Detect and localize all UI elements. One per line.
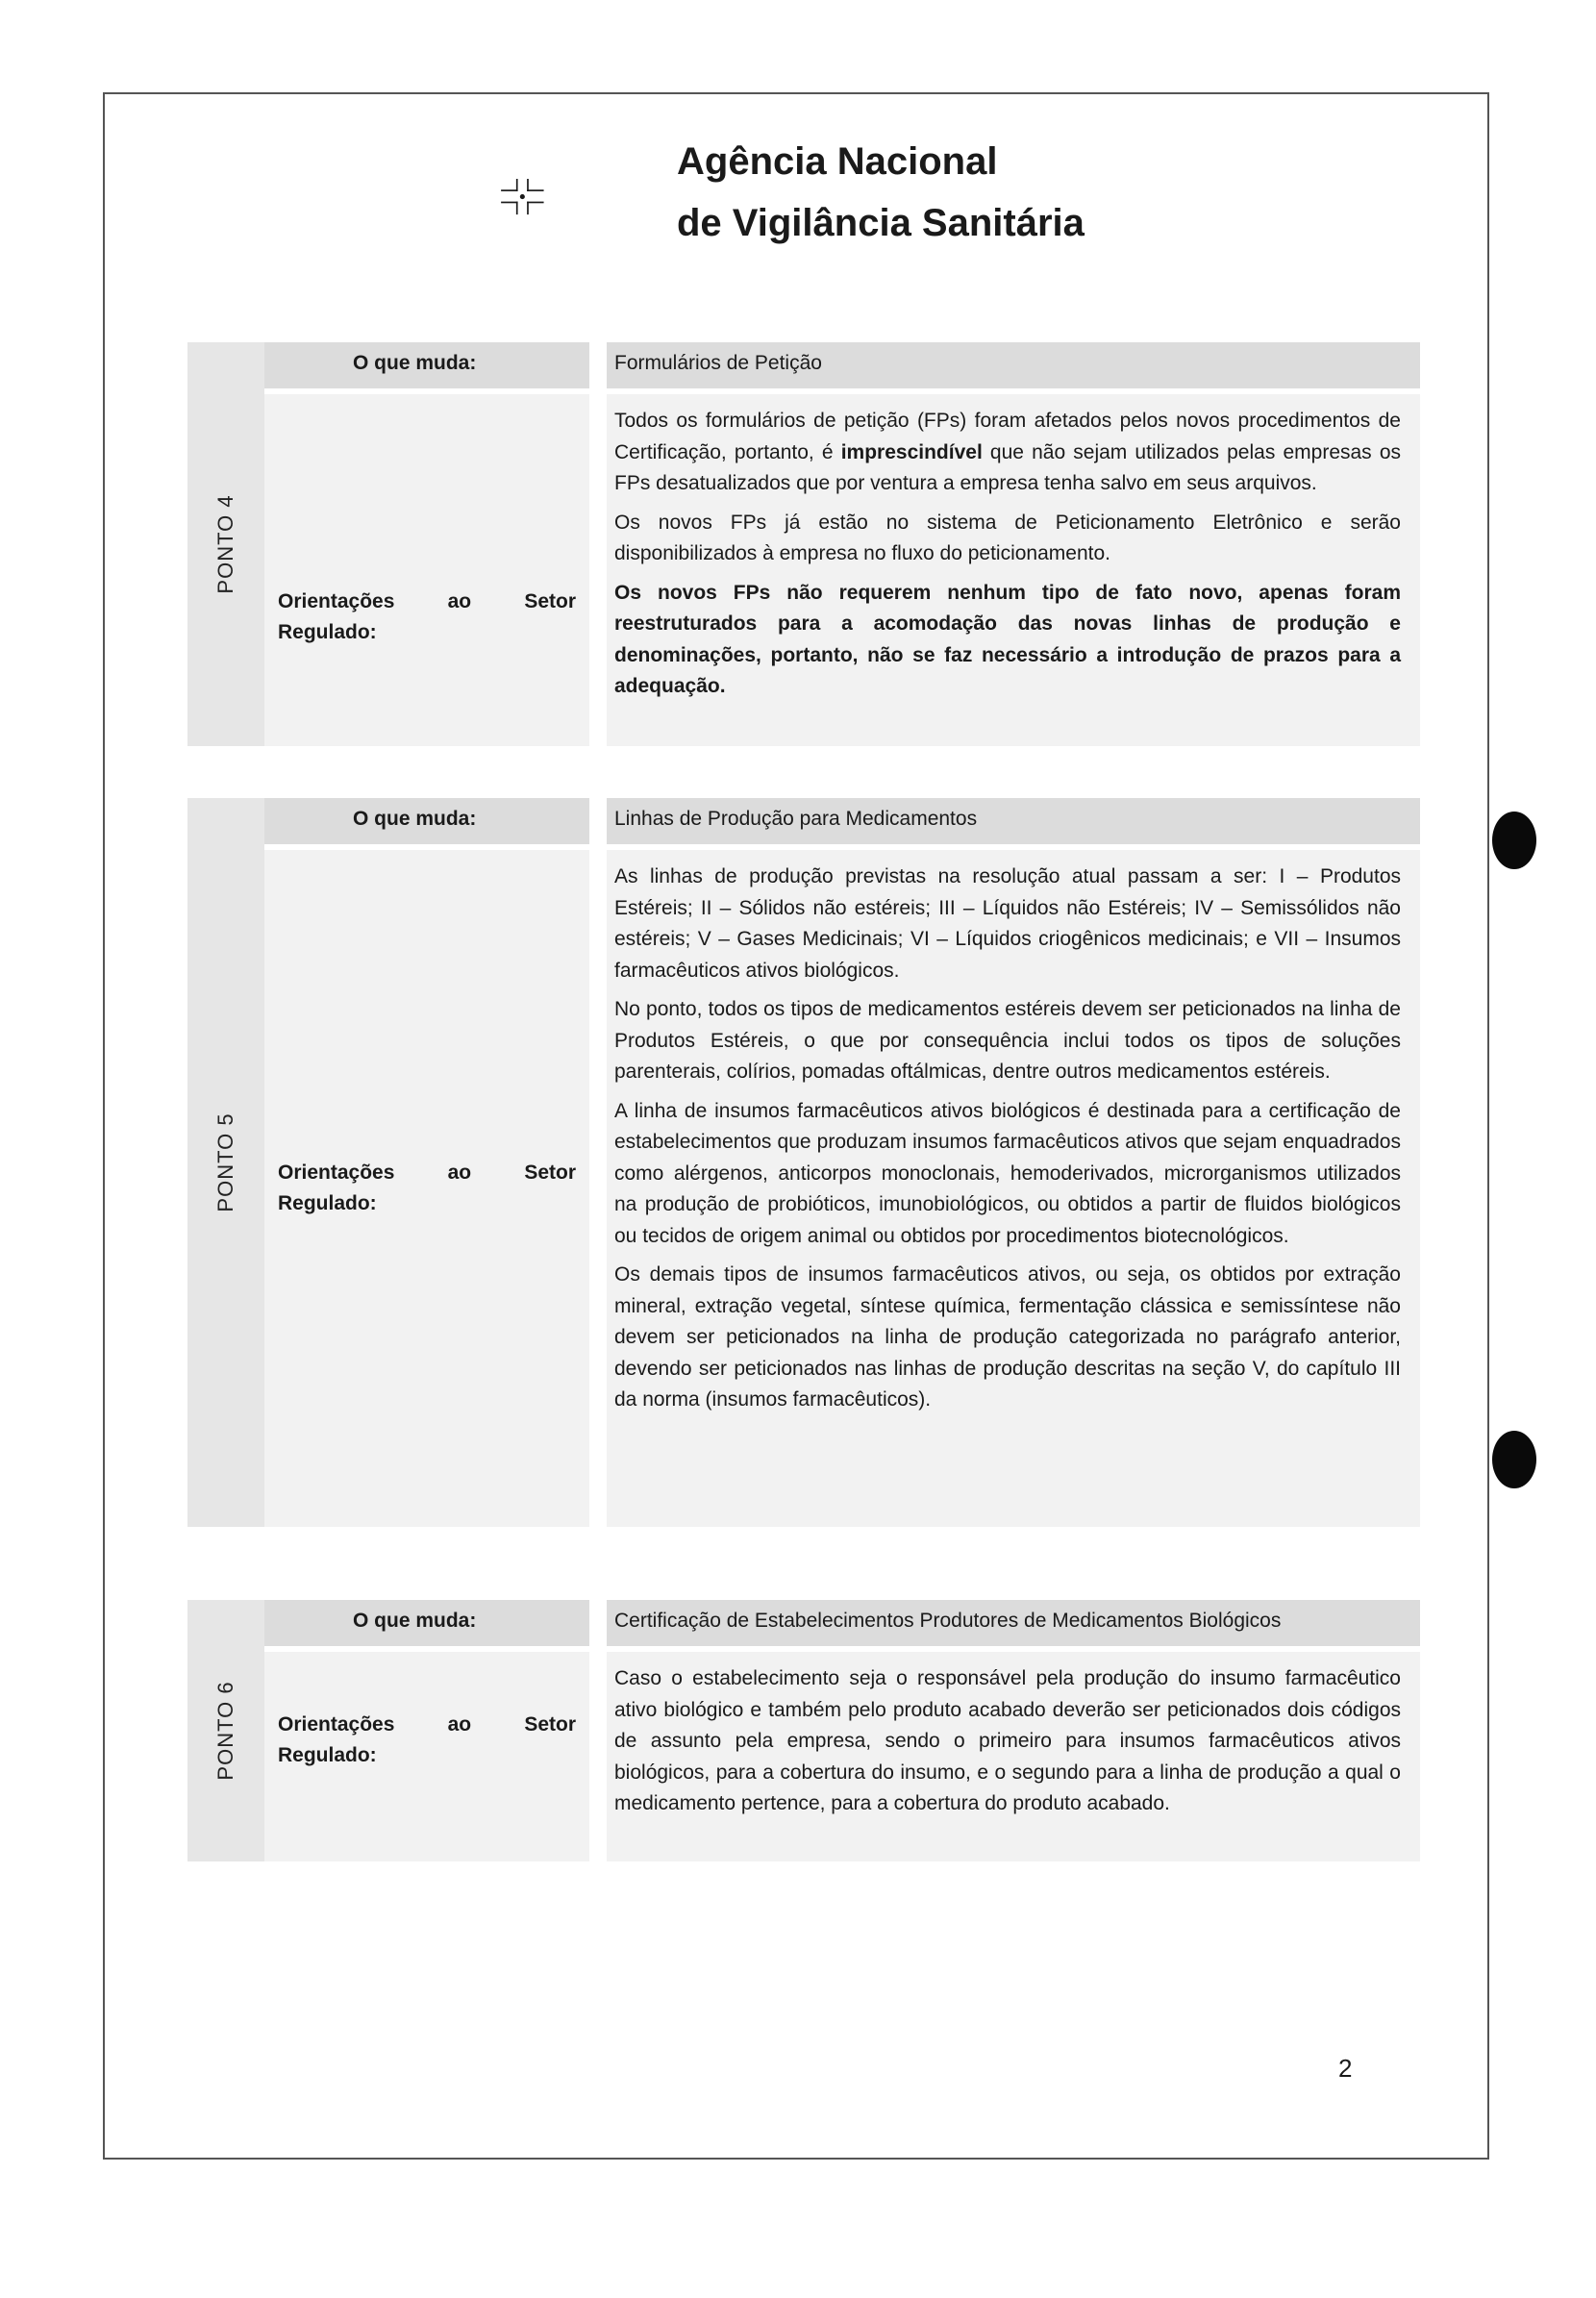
org-name-line2: de Vigilância Sanitária (677, 202, 1085, 244)
label-word: Orientações (278, 1713, 395, 1736)
section-side-label: PONTO 6 (213, 1681, 237, 1781)
side-column (187, 798, 264, 1527)
header-label: O que muda: (264, 342, 589, 388)
orientation-label (264, 850, 589, 1527)
paragraph: Os novos FPs já estão no sistema de Peticionamento Eletrônico e serão disponibilizados à empresa no fluxo do peticionamento. (614, 511, 1401, 564)
label-word: Regulado: (278, 1192, 377, 1214)
side-column (187, 1600, 264, 1861)
header-label: O que muda: (264, 798, 589, 844)
paragraph: No ponto, todos os tipos de medicamentos estéreis devem ser peticionados na linha de Produtos Estéreis, o que por consequência inclui todos os tipos de soluções parenterais, colírios, pomadas oftálmicas, dentre outros medicamentos estéreis. (614, 998, 1401, 1083)
orientation-label (264, 394, 589, 746)
orientation-label (264, 1652, 589, 1861)
label-word: ao (447, 1161, 472, 1184)
org-name-line1: Agência Nacional (677, 140, 998, 183)
side-column (187, 342, 264, 746)
paragraph: Os novos FPs não requerem nenhum tipo de fato novo, apenas foram reestruturados para a acomodação das novas linhas de produção e denominações, portanto, não se faz necessário a introdução de prazos para a adequação. (614, 581, 1401, 697)
paragraph: Todos os formulários de petição (FPs) foram afetados pelos novos procedimentos de Certificação, portanto, é imprescindível que não sejam utilizados pelas empresas os FPs desatualizados que por ventura a empresa tenha salvo em seus arquivos. (614, 410, 1401, 494)
header-value: Formulários de Petição (607, 342, 1420, 388)
paragraph: Os demais tipos de insumos farmacêuticos ativos, ou seja, os obtidos por extração mineral, extração vegetal, síntese química, fermentação clássica e semissíntese não devem ser peticionados na linha de produção categorizada no parágrafo anterior, devendo ser peticionados nas linhas de produção descritas na seção V, do capítulo III da norma (insumos farmacêuticos). (614, 1263, 1401, 1411)
punch-hole (1492, 812, 1536, 869)
paragraph: As linhas de produção previstas na resolução atual passam a ser: I – Produtos Estéreis; II – Sólidos não estéreis; III – Líquidos não Estéreis; IV – Semissólidos não estéreis; V – Gases Medicinais; VI – Líquidos criogênicos medicinais; e VII – Insumos farmacêuticos ativos biológicos. (614, 865, 1401, 982)
orientation-text (607, 850, 1420, 1527)
paragraph: A linha de insumos farmacêuticos ativos biológicos é destinada para a certificação de estabelecimentos que produzam insumos farmacêuticos ativos que sejam enquadrados como alérgenos, anticorpos monoclonais, hemoderivados, microrganismos utilizados na produção de probióticos, imunobiológicos, ou obtidos a partir de fluidos biológicos ou tecidos de origem animal ou obtidos por procedimentos biotecnológicos. (614, 1099, 1401, 1247)
header-value: Certificação de Estabelecimentos Produtores de Medicamentos Biológicos (607, 1600, 1420, 1646)
label-word: Orientações (278, 1161, 395, 1184)
section-ponto-4 (187, 342, 1420, 746)
section-side-label: PONTO 4 (213, 494, 237, 594)
header-value: Linhas de Produção para Medicamentos (607, 798, 1420, 844)
header-label: O que muda: (264, 1600, 589, 1646)
paragraph: Caso o estabelecimento seja o responsável pela produção do insumo farmacêutico ativo biológico e também pelo produto acabado deverão ser peticionados dois códigos de assunto pela empresa, sendo o primeiro para insumos farmacêuticos ativos biológicos, para a cobertura do insumo, e o segundo para a linha de produção a qual o medicamento pertence, para a cobertura do produto acabado. (614, 1667, 1401, 1814)
page-number: 2 (1338, 2054, 1353, 2083)
label-word: Setor (524, 1713, 576, 1736)
label-word: Setor (524, 590, 576, 612)
orientation-text (607, 1652, 1420, 1861)
anvisa-cross-icon (500, 125, 673, 267)
punch-hole (1492, 1431, 1536, 1488)
label-word: Orientações (278, 590, 395, 612)
section-ponto-5 (187, 798, 1420, 1527)
section-ponto-6 (187, 1600, 1420, 1861)
section-side-label: PONTO 5 (213, 1112, 237, 1212)
label-word: Regulado: (278, 1744, 377, 1766)
label-word: ao (447, 590, 472, 612)
label-word: Setor (524, 1161, 576, 1184)
label-word: Regulado: (278, 621, 377, 643)
label-word: ao (447, 1713, 472, 1736)
orientation-text (607, 394, 1420, 746)
